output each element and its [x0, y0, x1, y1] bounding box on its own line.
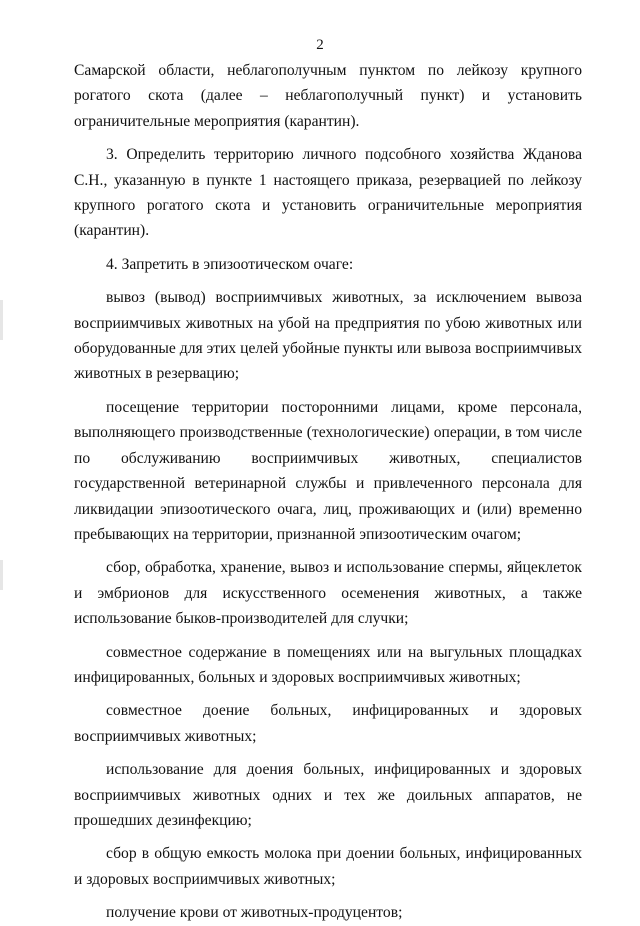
paragraph-ban-shared-apparatus: использование для доения больных, инфицированных и здоровых восприимчивых животных одних и тех же доильных аппаратов, не прошедших дезинфекцию; [74, 761, 582, 829]
scan-edge-mark [0, 560, 3, 590]
paragraph-ban-joint-keeping: совместное содержание в помещениях или на выгульных площадках инфицированных, больных и здоровых восприимчивых животных; [74, 643, 582, 686]
scan-edge-mark [0, 300, 3, 340]
paragraph-ban-joint-milking: совместное доение больных, инфицированных и здоровых восприимчивых животных; [74, 702, 582, 745]
page-number: 2 [316, 37, 324, 53]
paragraph-ban-semen: сбор, обработка, хранение, вывоз и использование спермы, яйцеклеток и эмбрионов для искусственного осеменения животных, а также использование быков-производителей для случки; [74, 559, 582, 628]
paragraph-ban-visits: посещение территории посторонними лицами, кроме персонала, выполняющего производственные (технологические) операции, в том числе по обслуживанию восприимчивых животных, специалистов государственной ветеринарной службы и привлеченного персонала для ликвидации эпизоотического очага, лиц, проживающих и (или) временно пребывающих на территории, признанной эпизоотическим очагом; [74, 398, 582, 543]
document-body [74, 58, 582, 926]
paragraph-ban-milk-collection: сбор в общую емкость молока при доении больных, инфицированных и здоровых восприимчивых животных; [74, 845, 582, 888]
paragraph-ban-removal: вывоз (вывод) восприимчивых животных, за исключением вывоза восприимчивых животных на убой на предприятия по убою животных или оборудованные для этих целей убойные пункты или вывоза восприимчивых животных в резервацию; [74, 289, 582, 383]
paragraph-ban-blood: получение крови от животных-продуцентов; [106, 904, 403, 922]
paragraph-item-3: 3. Определить территорию личного подсобного хозяйства Жданова С.Н., указанную в пункте 1 настоящего приказа, резервацией по лейкозу крупного рогатого скота и установить ограничительные мероприятия (карантин). [74, 146, 582, 240]
paragraph-continuation: Самарской области, неблагополучным пунктом по лейкозу крупного рогатого скота (далее – неблагополучный пункт) и установить ограничительные мероприятия (карантин). [74, 62, 582, 130]
paragraph-item-4: 4. Запретить в эпизоотическом очаге: [106, 255, 354, 273]
